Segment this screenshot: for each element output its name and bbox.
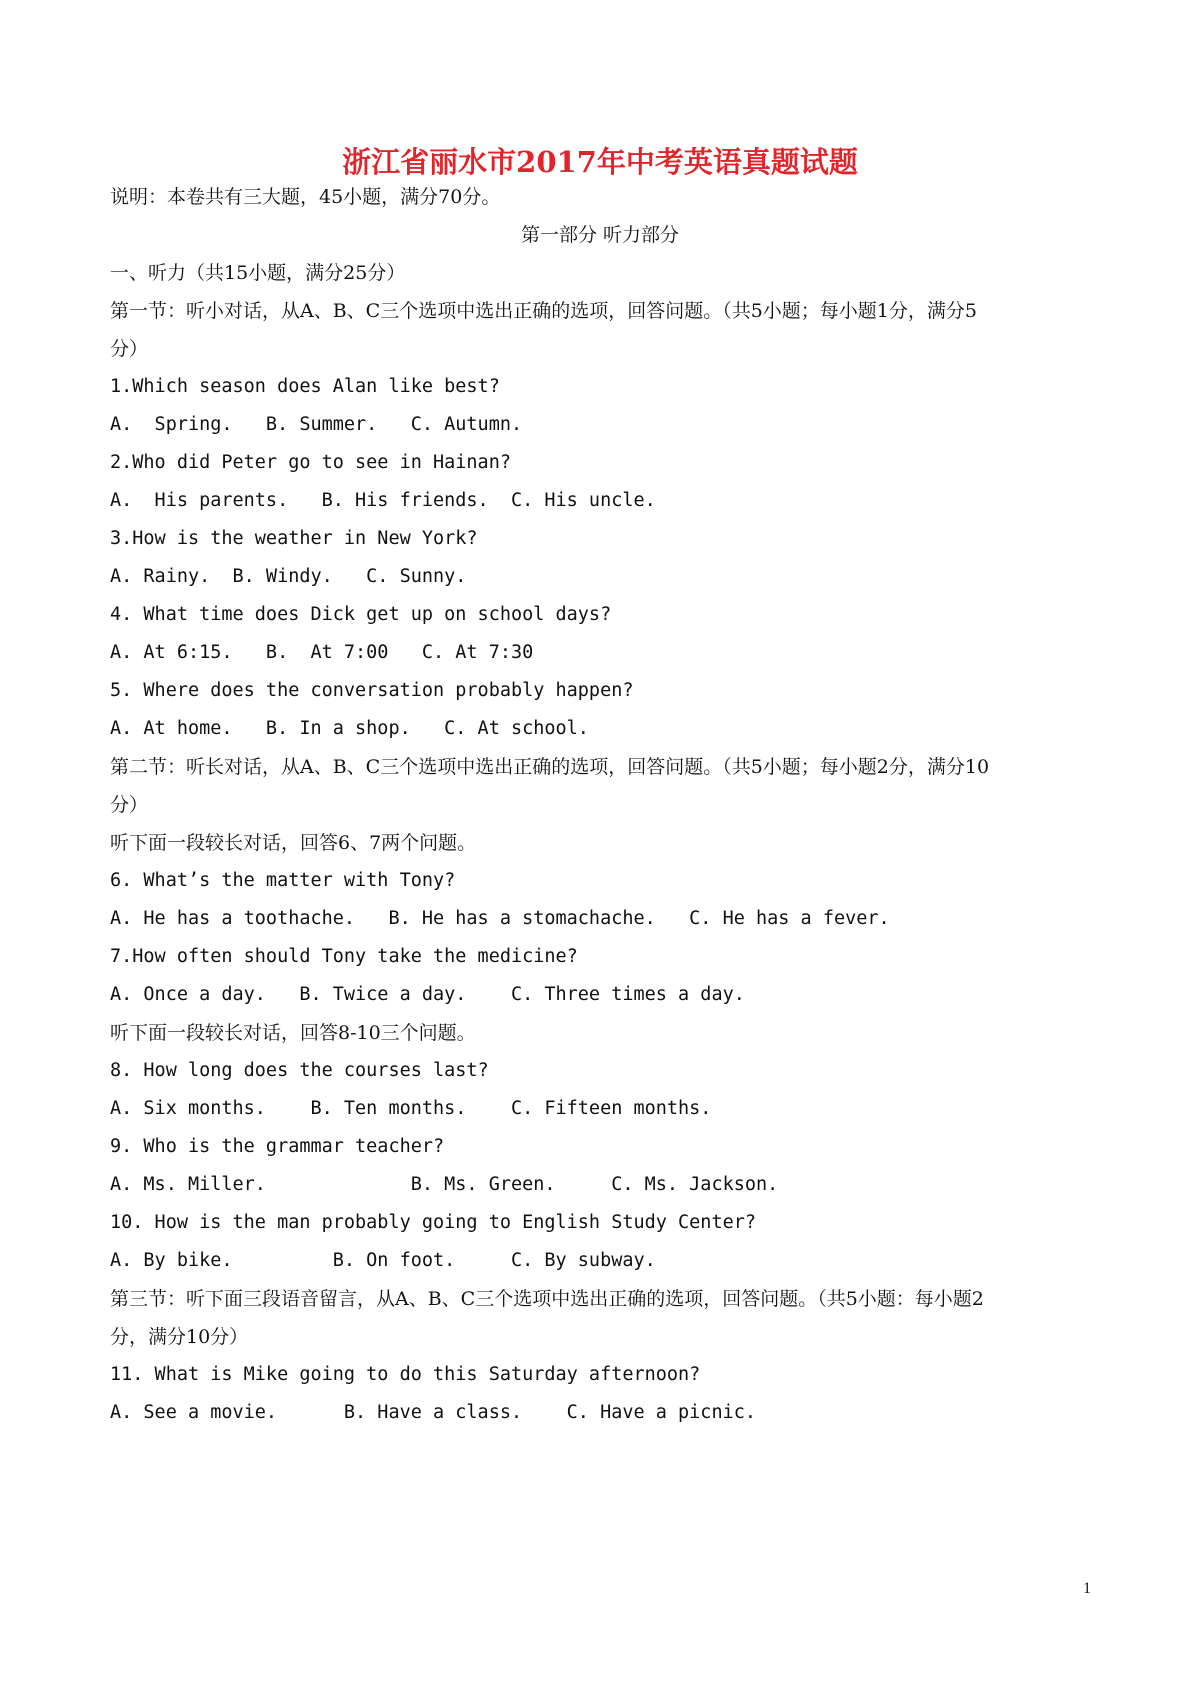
question-1: 1.Which season does Alan like best? [110, 376, 500, 397]
question-10: 10. How is the man probably going to English Study Center? [110, 1212, 757, 1233]
subsection2-heading: 第二节：听长对话，从A、B、C三个选项中选出正确的选项，回答问题。（共5小题；每小题2分，满分10 [110, 756, 990, 778]
question-5: 5. Where does the conversation probably happen? [110, 680, 634, 701]
document-title: 浙江省丽水市2017年中考英语真题试题 [342, 145, 858, 179]
question-11-options: A. See a movie. B. Have a class. C. Have a picnic. [110, 1402, 757, 1423]
dialogue-2-intro: 听下面一段较长对话，回答8-10三个问题。 [110, 1022, 476, 1044]
question-2: 2.Who did Peter go to see in Hainan? [110, 452, 511, 473]
page-number: 1 [1083, 1580, 1091, 1597]
question-7: 7.How often should Tony take the medicine? [110, 946, 578, 967]
question-5-options: A. At home. B. In a shop. C. At school. [110, 718, 589, 739]
question-9: 9. Who is the grammar teacher? [110, 1136, 445, 1157]
question-6-options: A. He has a toothache. B. He has a stomachache. C. He has a fever. [110, 908, 890, 929]
question-10-options: A. By bike. B. On foot. C. By subway. [110, 1250, 656, 1271]
dialogue-1-intro: 听下面一段较长对话，回答6、7两个问题。 [110, 832, 477, 854]
subsection3-heading-continued: 分，满分10分） [110, 1326, 249, 1348]
question-8: 8. How long does the courses last? [110, 1060, 489, 1081]
question-2-options: A. His parents. B. His friends. C. His uncle. [110, 490, 656, 511]
instruction-text: 说明：本卷共有三大题，45小题，满分70分。 [110, 186, 501, 208]
question-4: 4. What time does Dick get up on school days? [110, 604, 612, 625]
subsection1-heading: 第一节：听小对话，从A、B、C三个选项中选出正确的选项，回答问题。（共5小题；每小题1分，满分5 [110, 300, 977, 322]
section-heading: 一、听力（共15小题，满分25分） [110, 262, 406, 284]
question-9-options: A. Ms. Miller. B. Ms. Green. C. Ms. Jackson. [110, 1174, 779, 1195]
question-3: 3.How is the weather in New York? [110, 528, 478, 549]
question-1-options: A. Spring. B. Summer. C. Autumn. [110, 414, 523, 435]
question-7-options: A. Once a day. B. Twice a day. C. Three times a day. [110, 984, 745, 1005]
question-6: 6. What’s the matter with Tony? [110, 870, 456, 891]
question-3-options: A. Rainy. B. Windy. C. Sunny. [110, 566, 467, 587]
question-4-options: A. At 6:15. B. At 7:00 C. At 7:30 [110, 642, 534, 663]
part-heading: 第一部分 听力部分 [520, 224, 680, 246]
subsection2-heading-continued: 分） [110, 794, 149, 816]
subsection3-heading: 第三节：听下面三段语音留言，从A、B、C三个选项中选出正确的选项，回答问题。（共5小题：每小题2 [110, 1288, 984, 1310]
question-8-options: A. Six months. B. Ten months. C. Fifteen months. [110, 1098, 712, 1119]
subsection1-heading-continued: 分） [110, 338, 149, 360]
question-11: 11. What is Mike going to do this Saturday afternoon? [110, 1364, 701, 1385]
